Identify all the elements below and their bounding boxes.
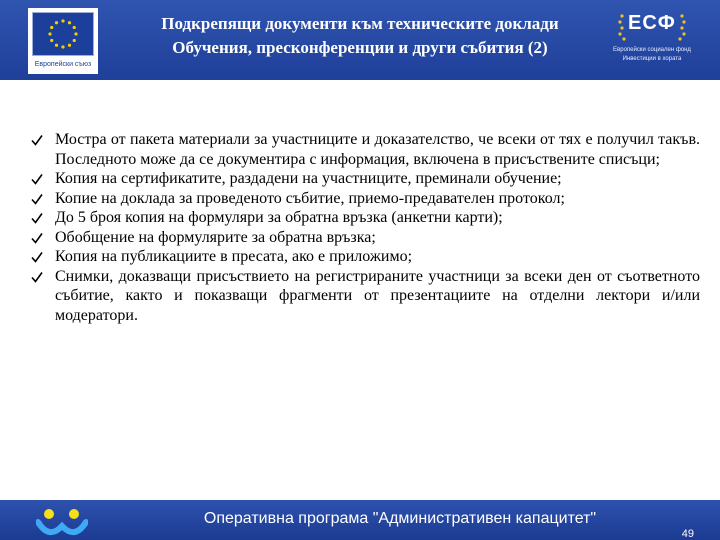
list-item — [30, 247, 700, 267]
list-item — [30, 228, 700, 248]
checkmark-icon — [30, 192, 44, 206]
checkmark-icon — [30, 211, 44, 225]
list-item-text: Снимки, доказващи присъствието на регистрираните участници за всеки ден от съответното събитие, както и показващи фрагменти от презентациите на отделни лектори и/или модератори. — [55, 267, 700, 324]
list-item — [30, 189, 700, 209]
eu-star-icon — [61, 19, 64, 22]
header-bar — [0, 0, 720, 80]
list-item — [30, 267, 700, 326]
title-line-1: Подкрепящи документи към техническите доклади — [161, 14, 559, 33]
eu-star-icon — [55, 44, 58, 47]
eu-star-icon — [68, 21, 71, 24]
list-item-text: Обобщение на формулярите за обратна връзка; — [55, 228, 376, 246]
eu-logo-caption: Европейски съюз — [34, 61, 92, 68]
list-item-text: До 5 броя копия на формуляри за обратна връзка (анкетни карти); — [55, 209, 503, 226]
eu-star-icon — [73, 39, 76, 42]
checkmark-icon — [30, 270, 44, 284]
eu-star-icon — [68, 44, 71, 47]
esf-logo — [612, 10, 692, 74]
esf-logo-text: ЕСФ — [628, 12, 676, 34]
eu-logo — [28, 8, 98, 74]
checkmark-icon — [30, 231, 44, 245]
eu-star-icon — [48, 32, 51, 35]
program-logo-icon — [36, 506, 88, 540]
list-item-text: Копия на сертификатите, раздадени на участниците, преминали обучение; — [55, 170, 562, 187]
list-item — [30, 130, 700, 169]
checkmark-icon — [30, 133, 44, 147]
list-item-text: Мостра от пакета материали за участниците и доказателство, че всеки от тях е получил такъв. Последното може да се документира с информация, включена в присъствените списъци; — [55, 131, 700, 168]
eu-star-icon — [73, 26, 76, 29]
eu-star-icon — [55, 21, 58, 24]
eu-star-icon — [50, 39, 53, 42]
eu-star-icon — [74, 32, 77, 35]
esf-logo-caption: Европейски социален фонд Инвестиции в хората — [613, 47, 691, 62]
footer-bar — [0, 500, 720, 540]
list-item-text: Копия на публикациите в пресата, ако е приложимо; — [55, 248, 413, 265]
list-item — [30, 169, 700, 189]
requirements-list — [30, 130, 700, 325]
eu-flag-icon — [32, 12, 94, 56]
page-number: 49 — [681, 528, 694, 540]
eu-star-icon — [50, 26, 53, 29]
list-item-text: Копие на доклада за проведеното събитие, приемо-предавателен протокол; — [55, 189, 565, 207]
checkmark-icon — [30, 250, 44, 264]
list-item — [30, 208, 700, 228]
checkmark-icon — [30, 172, 44, 186]
program-name: Оперативна програма "Административен капацитет" — [203, 510, 597, 527]
title-line-2: Обучения, пресконференции и други събития (2) — [172, 38, 548, 57]
main-content — [30, 130, 700, 325]
slide-title — [110, 12, 610, 60]
eu-star-icon — [61, 45, 64, 48]
